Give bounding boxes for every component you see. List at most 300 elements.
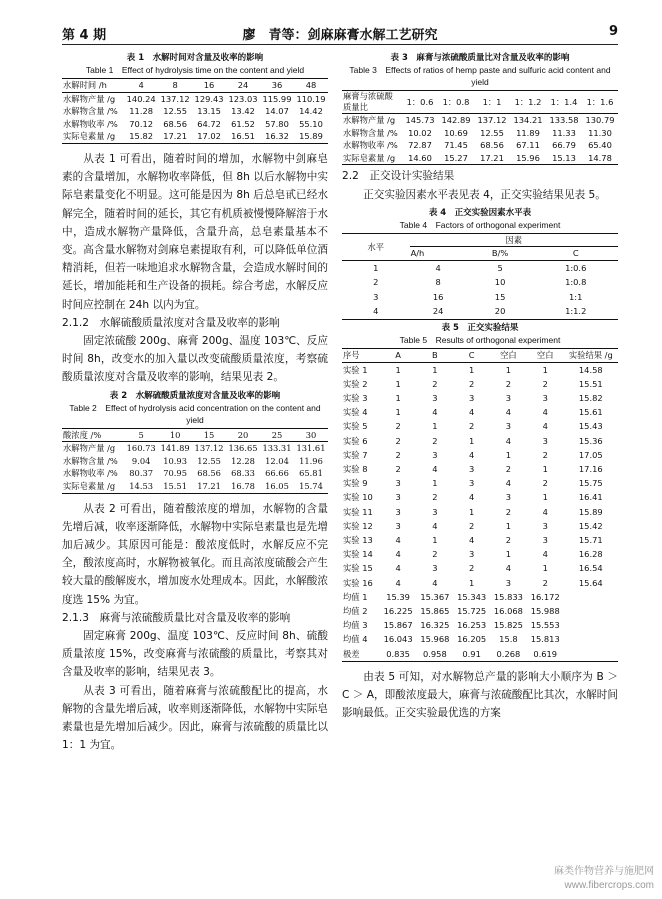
table-cell: 4: [395, 563, 401, 574]
table-cell: 5: [497, 262, 503, 273]
table-row: [62, 442, 328, 455]
table-cell: 实际皂素量 /g: [63, 480, 116, 491]
table-cell: 均值 1: [343, 591, 368, 602]
table-row: [342, 632, 618, 646]
table-cell: 实验 8: [343, 463, 368, 474]
table-row: [342, 139, 618, 152]
table-row: [62, 480, 328, 493]
table-cell: 3: [395, 506, 401, 517]
header-cell: 15: [203, 429, 215, 440]
table-cell: 16.043: [383, 634, 413, 645]
table-cell: 68.56: [480, 140, 504, 151]
table-cell: 实验 3: [343, 392, 368, 403]
table-row: [342, 533, 618, 547]
table-cell: 70.95: [163, 468, 187, 479]
table-cell: 15.825: [493, 620, 523, 631]
table-cell: 1: [505, 364, 512, 375]
table-row: [342, 647, 618, 662]
header-cell: 5: [138, 429, 144, 440]
header-cell: 空白: [536, 349, 554, 360]
section-heading-2-1-3: 2.1.3 麻膏与浓硫酸质量比对含量及收率的影响: [62, 611, 291, 624]
table-cell: 15.367: [420, 591, 450, 602]
table-row: [342, 547, 618, 561]
table-cell: [564, 618, 618, 632]
table-cell: 15.8: [499, 634, 518, 645]
table-cell: 3: [395, 520, 401, 531]
table-cell: 水解物产量 /g: [63, 93, 116, 104]
table-cell: 12.28: [231, 455, 255, 466]
page-number: 9: [608, 24, 618, 39]
table-cell: 15.865: [420, 606, 450, 617]
table-cell: 15.43: [578, 421, 603, 432]
table-cell: 3: [505, 577, 512, 588]
table-cell: 2: [469, 421, 475, 432]
table-cell: 137.12: [194, 443, 224, 454]
table-cell: 115.99: [262, 93, 292, 104]
table-cell: 12.55: [197, 455, 221, 466]
table-cell: 1: [469, 435, 475, 446]
table-row: [342, 290, 618, 305]
table-row: [342, 405, 618, 419]
table-header-row: [342, 348, 618, 362]
table-cell: 1:0.6: [565, 262, 587, 273]
table-cell: 4: [469, 492, 475, 503]
table-cell: 11.28: [129, 106, 154, 117]
table-cell: 均值 3: [343, 620, 368, 631]
table-cell: 实验 5: [343, 421, 368, 432]
table-cell: 15.13: [552, 152, 576, 163]
header-cell: A/h: [410, 248, 425, 259]
factor-header: 因素: [410, 233, 618, 247]
table-cell: 3: [469, 478, 475, 489]
table-cell: [564, 647, 618, 662]
table-cell: 10.02: [408, 127, 432, 138]
table-cell: 71.45: [444, 140, 468, 151]
table-header-row: [342, 91, 618, 114]
table-cell: 133.31: [262, 443, 292, 454]
table-1-grid: [62, 78, 328, 144]
table-cell: 4: [432, 407, 438, 418]
table-cell: 65.40: [588, 140, 612, 151]
header-cell: A: [395, 349, 401, 360]
header-cell: C: [572, 248, 579, 259]
table-cell: 4: [505, 563, 512, 574]
table-cell: 2: [469, 378, 475, 389]
table-cell: 15.82: [129, 131, 154, 142]
table-row: [342, 462, 618, 476]
table-cell: 4: [432, 520, 438, 531]
table-cell: 136.65: [228, 443, 258, 454]
table-1-caption-cn: 表 1 水解时间对含量及收率的影响: [126, 53, 264, 63]
section-heading-2-2: 2.2 正交设计实验结果: [342, 170, 455, 183]
table-cell: 160.73: [126, 443, 156, 454]
table-row: [342, 434, 618, 448]
table-cell: 137.12: [477, 115, 507, 125]
header-cell: 1：1: [482, 96, 502, 107]
header-cell: 空白: [500, 349, 517, 360]
table-row: [342, 476, 618, 490]
table-cell: 17.02: [197, 131, 221, 142]
table-cell: 2: [373, 277, 379, 288]
header-cell: 实验结果 /g: [568, 349, 613, 360]
table-cell: 15.27: [444, 152, 468, 163]
table-row: [342, 419, 618, 433]
table-cell: 3: [542, 520, 548, 531]
table-cell: 3: [469, 463, 475, 474]
table-cell: 1: [373, 262, 379, 273]
table-cell: [564, 632, 618, 646]
table-cell: 1: [542, 492, 548, 503]
table-cell: 134.21: [513, 115, 543, 125]
table-cell: 实验 9: [343, 478, 368, 489]
table-row: [62, 105, 328, 118]
table-cell: 0.91: [462, 648, 481, 659]
table-cell: 16.32: [265, 131, 289, 142]
table-cell: 3: [469, 549, 475, 560]
table-cell: 实验 15: [343, 563, 373, 574]
table-row: [342, 490, 618, 504]
paragraph-orthogonal-analysis: 由表 5 可知，对水解物总产量的影响大小顺序为 B ＞ C ＞ A，即酸浓度最大，麻膏与浓硫酸配比其次，水解时间影响最低。正交实验最优选的方案: [342, 670, 618, 720]
table-cell: 3: [505, 392, 512, 403]
table-cell: 14.78: [588, 152, 612, 163]
table-cell: 1:1: [569, 291, 583, 302]
page-header: [62, 22, 618, 45]
table-cell: 64.72: [197, 118, 221, 129]
table-cell: 4: [395, 577, 401, 588]
table-cell: 12.55: [163, 106, 187, 117]
table-4-caption-en: Table 4 Factors of orthogonal experiment: [399, 219, 561, 230]
table-cell: 1: [432, 535, 438, 545]
table-cell: 61.52: [231, 118, 255, 129]
table-cell: 145.73: [405, 115, 435, 125]
table-cell: 15.75: [578, 478, 603, 489]
table-1-caption-en: Table 1 Effect of hydrolysis time on the content and yield: [85, 65, 305, 75]
table-cell: 80.37: [129, 468, 154, 479]
table-cell: 1:1.2: [565, 306, 587, 317]
header-cell: 25: [271, 429, 283, 440]
table-cell: 2: [395, 449, 401, 460]
table-cell: 3: [469, 392, 475, 403]
table-cell: 131.61: [296, 443, 326, 454]
table-cell: 4: [435, 262, 441, 273]
table-cell: 16.325: [420, 620, 450, 631]
table-cell: 1: [542, 364, 548, 375]
table-cell: 1: [432, 364, 438, 375]
table-cell: 实验 13: [343, 535, 373, 545]
table-cell: 3: [505, 421, 512, 432]
table-cell: 1: [395, 364, 401, 375]
table-cell: 15.343: [457, 591, 487, 602]
table-cell: 72.87: [408, 140, 432, 151]
header-cell: 1：0.6: [406, 96, 434, 107]
table-cell: 实验 14: [343, 549, 373, 560]
table-cell: 实验 1: [343, 364, 368, 375]
table-2-grid: [62, 428, 328, 494]
table-row: [62, 92, 328, 105]
table-cell: 实验 6: [343, 435, 368, 446]
table-3-caption-cn: 表 3 麻膏与浓硫酸质量比对含量及收率的影响: [390, 53, 570, 63]
table-row: [342, 152, 618, 165]
table-cell: 129.43: [194, 93, 224, 104]
left-column: [62, 52, 328, 754]
table-row: [342, 576, 618, 590]
table-cell: 15.82: [578, 392, 603, 403]
table-row: [342, 448, 618, 462]
table-cell: 13.15: [197, 106, 221, 117]
table-cell: 均值 2: [343, 606, 368, 617]
table-cell: 141.89: [160, 443, 190, 454]
table-cell: 实验 7: [343, 449, 368, 460]
table-cell: 65.81: [299, 468, 323, 479]
table-cell: 2: [395, 463, 401, 474]
table-cell: 4: [395, 535, 401, 545]
header-cell: C: [468, 349, 475, 360]
header-cell: 36: [271, 80, 283, 90]
table-cell: 4: [395, 549, 401, 560]
table-cell: 16.068: [493, 606, 523, 617]
table-cell: 1: [469, 506, 475, 517]
table-cell: 3: [395, 478, 401, 489]
table-cell: 12.04: [265, 455, 289, 466]
table-cell: 4: [505, 435, 512, 446]
header-cell: 1：1.2: [514, 96, 542, 107]
table-3: [342, 52, 618, 165]
right-column: [342, 52, 618, 722]
table-cell: 140.24: [126, 93, 156, 104]
table-cell: 实验 12: [343, 520, 373, 531]
table-cell: 66.79: [552, 140, 576, 151]
table-cell: 4: [542, 421, 548, 432]
table-cell: 极差: [343, 648, 360, 659]
paragraph-table2-discussion: 从表 2 可看出，随着酸浓度的增加，水解物的含量先增后减，收率逐渐降低，水解物中实际皂素量也是先增加后减少。其原因可能是：酸浓度低时，水解反应不完全，酸浓度高时，水解物被氧化。而且高浓度硫酸会产生较大量的酸解废水，增加废水处理成本。因此，水解酸浓度选 15% 为宜。: [62, 502, 328, 606]
table-4: [342, 207, 618, 320]
table-cell: 16.41: [578, 492, 603, 503]
table-cell: 15.51: [163, 480, 187, 491]
table-cell: 130.79: [585, 115, 615, 125]
table-cell: 14.53: [129, 480, 154, 491]
table-cell: 水解物含量 /%: [63, 106, 118, 117]
table-cell: 15.96: [516, 152, 540, 163]
header-cell: 48: [305, 80, 317, 90]
header-cell: B: [432, 349, 438, 360]
header-cell: 20: [237, 429, 249, 440]
table-4-grid: [342, 233, 618, 320]
table-cell: 13.42: [231, 106, 255, 117]
table-cell: 1: [469, 364, 475, 375]
table-cell: 1: [505, 549, 512, 560]
table-cell: 15.39: [386, 591, 410, 602]
table-cell: 68.56: [197, 468, 221, 479]
table-cell: 16.05: [265, 480, 289, 491]
table-cell: 2: [505, 378, 512, 389]
table-cell: 1: [395, 407, 401, 418]
table-cell: 16.225: [383, 606, 413, 617]
header-cell: 1：1.4: [550, 96, 578, 107]
paragraph-table1-discussion: 从表 1 可看出，随着时间的增加，水解物中剑麻皂素的含量增加，水解物收率降低，但 8h 以后水解物中实际皂素量变化不明显。这可能是因为 8h 后总皂甙已经水解完全，随着时间的延长，其它有机质被慢慢降解溶于水中，造成水解物产量降低，含量升高，总皂素量基本不变。高含量水解物对剑麻皂素提取有利，可以降低单位酒精消耗，但若一味地追求水解物含量，会造成水解时间的延长，增加能耗和生产设备的损耗。综合考虑，水解反应时间应控制在 24h 以内为宜。: [62, 152, 328, 311]
table-cell: 17.21: [163, 131, 187, 142]
table-cell: 66.66: [265, 468, 289, 479]
header-cell: 1：1.6: [586, 96, 614, 107]
table-cell: 4: [373, 306, 379, 317]
paragraph-orthogonal-intro: 正交实验因素水平表见表 4，正交实验结果见表 5。: [363, 188, 606, 201]
table-cell: 水解物含量 /%: [63, 455, 118, 466]
table-header-row: [62, 428, 328, 442]
header-cell: 16: [203, 80, 215, 90]
table-row: [342, 505, 618, 519]
table-cell: 11.30: [588, 127, 612, 138]
table-cell: 15.725: [457, 606, 487, 617]
table-row: [342, 362, 618, 377]
table-cell: 15.61: [578, 407, 603, 418]
table-cell: 15.968: [420, 634, 450, 645]
table-cell: 2: [432, 435, 438, 446]
table-cell: 15: [494, 291, 506, 302]
table-row: [342, 519, 618, 533]
table-row: [342, 391, 618, 405]
table-cell: 2: [542, 378, 548, 389]
table-cell: 16: [432, 291, 444, 302]
table-row: [342, 127, 618, 140]
table-cell: 10.69: [444, 127, 468, 138]
table-cell: 4: [469, 407, 475, 418]
table-cell: 2: [542, 577, 548, 588]
table-cell: 2: [469, 563, 475, 574]
table-row: [342, 604, 618, 618]
header-cell: 8: [172, 80, 178, 90]
table-row: [342, 260, 618, 275]
table-cell: 4: [469, 535, 475, 545]
table-cell: 3: [542, 435, 548, 446]
table-cell: 15.553: [530, 620, 560, 631]
header-cell: B/%: [491, 248, 509, 259]
table-cell: 均值 4: [343, 634, 368, 645]
table-cell: 4: [505, 407, 512, 418]
table-cell: 实验 10: [343, 492, 373, 503]
table-cell: 24: [432, 306, 444, 317]
table-cell: 15.833: [493, 591, 523, 602]
table-cell: 15.89: [299, 131, 323, 142]
header-cell: 24: [237, 80, 249, 90]
header-cell: 麻膏与浓硫酸质量比: [343, 91, 393, 112]
table-cell: 15.988: [530, 606, 560, 617]
header-cell: 30: [305, 429, 317, 440]
header-cell: 水解时间 /h: [63, 80, 107, 90]
table-cell: 16.172: [530, 591, 560, 602]
header-cell: 1：0.8: [442, 96, 470, 107]
table-cell: 水解物收率 /%: [63, 118, 118, 129]
table-cell: 2: [395, 421, 401, 432]
table-cell: 1: [542, 563, 548, 574]
table-row: [342, 590, 618, 604]
table-cell: 0.835: [386, 648, 410, 659]
table-cell: 15.64: [578, 577, 603, 588]
table-cell: 68.33: [231, 468, 255, 479]
table-cell: 12.55: [480, 127, 504, 138]
table-cell: 1: [505, 520, 512, 531]
table-cell: 110.19: [296, 93, 326, 104]
table-cell: 4: [432, 463, 438, 474]
table-cell: 实验 4: [343, 407, 368, 418]
table-5-grid: [342, 348, 618, 662]
table-cell: 4: [505, 478, 512, 489]
table-cell: 3: [395, 492, 401, 503]
table-cell: 2: [505, 506, 512, 517]
table-cell: 9.04: [131, 455, 151, 466]
table-5-caption-en: Table 5 Results of orthogonal experiment: [399, 334, 561, 345]
table-row: [62, 118, 328, 131]
table-cell: 14.60: [408, 152, 432, 163]
table-cell: 水解物收率 /%: [343, 140, 398, 151]
table-cell: 0.268: [496, 648, 521, 659]
table-cell: 4: [542, 407, 548, 418]
site-watermark: [554, 865, 654, 893]
paragraph-ratio-setup: 固定麻膏 200g、温度 103℃、反应时间 8h、硫酸质量浓度 15%，改变麻膏与浓硫酸的质量比，考察其对含量及收率的影响，结果见表 3。: [62, 630, 328, 679]
table-cell: 2: [432, 492, 438, 503]
table-row: [62, 455, 328, 468]
paragraph-table3-discussion: 从表 3 可看出，随着麻膏与浓硫酸配比的提高，水解物的含量先增后减，收率则逐渐降低，水解物中实际皂素量也是先增加后减少。因此，麻膏与浓硫酸的质量比以 1：1 为宜。: [62, 684, 328, 752]
table-cell: 实际皂素量 /g: [343, 152, 396, 163]
table-cell: 2: [505, 463, 512, 474]
table-5: [342, 322, 618, 662]
table-5-caption-cn: 表 5 正交实验结果: [441, 322, 519, 333]
table-1: [62, 52, 328, 144]
table-cell: 142.89: [441, 115, 471, 125]
table-cell: 70.12: [129, 118, 154, 129]
table-cell: 水解物收率 /%: [63, 468, 118, 479]
table-cell: 4: [469, 449, 475, 460]
level-header: 水平: [367, 241, 385, 252]
table-cell: 16.205: [457, 634, 487, 645]
table-3-caption-en: Table 3 Effects of ratios of hemp paste and sulfuric acid content and yield: [349, 65, 611, 87]
paragraph-acid-setup: 固定浓硫酸 200g、麻膏 200g、温度 103℃、反应时间 8h，改变水的加入量以改变硫酸质量浓度，考察硫酸质量浓度对含量及收率的影响，结果见表 2。: [62, 335, 328, 384]
table-cell: 15.36: [578, 435, 603, 446]
table-cell: 2: [469, 520, 475, 531]
table-cell: 2: [505, 535, 512, 545]
table-cell: 水解物含量 /%: [343, 127, 398, 138]
table-cell: 3: [542, 392, 548, 403]
table-cell: 16.51: [231, 131, 255, 142]
table-2-caption-cn: 表 2 水解硫酸质量浓度对含量及收率的影响: [109, 390, 281, 401]
table-cell: 16.78: [231, 480, 255, 491]
table-cell: 16.253: [457, 620, 487, 631]
table-cell: 123.03: [228, 93, 258, 104]
table-cell: 15.867: [383, 620, 413, 631]
table-cell: 实验 16: [343, 577, 373, 588]
table-cell: 2: [542, 449, 548, 460]
table-row: [342, 114, 618, 127]
table-cell: [564, 590, 618, 604]
table-cell: 17.21: [197, 480, 221, 491]
table-cell: 14.07: [265, 106, 289, 117]
table-cell: 15.89: [578, 506, 603, 517]
header-cell: 4: [138, 80, 144, 90]
table-cell: 16.28: [578, 549, 603, 560]
table-3-grid: [342, 90, 618, 165]
table-cell: 1: [469, 577, 475, 588]
table-cell: 2: [432, 549, 438, 560]
table-cell: 水解物产量 /g: [343, 115, 396, 125]
table-cell: 3: [432, 506, 438, 517]
table-cell: 1:0.8: [565, 277, 587, 288]
issue-number: 第 4 期: [62, 28, 107, 43]
table-cell: 68.56: [163, 118, 187, 129]
table-row: [342, 561, 618, 575]
table-cell: 1: [505, 449, 512, 460]
table-header-row: [62, 79, 328, 93]
table-cell: 4: [542, 506, 548, 517]
table-cell: 4: [542, 549, 548, 560]
table-cell: 67.11: [516, 140, 540, 151]
